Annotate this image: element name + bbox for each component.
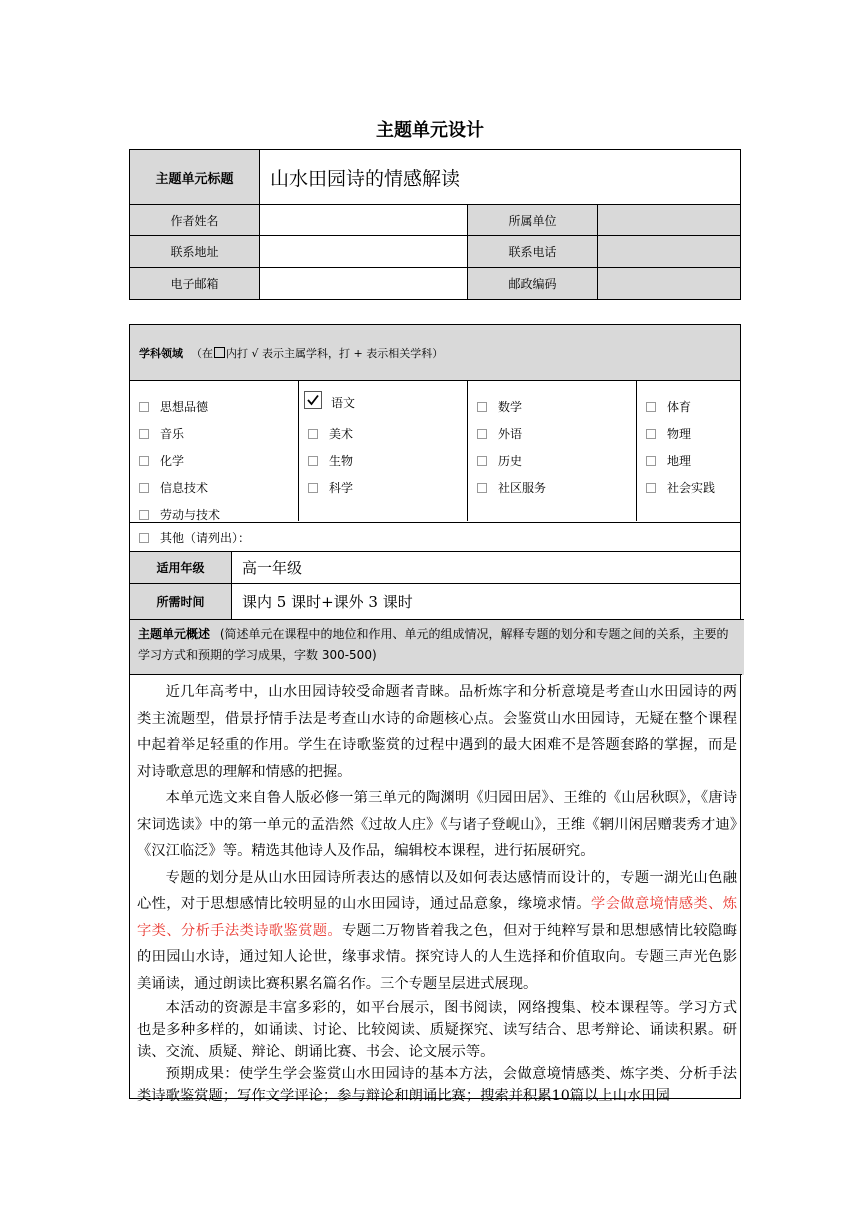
subject-option[interactable] <box>477 479 546 496</box>
overview-paragraph: 本活动的资源是丰富多彩的，如平台展示，图书阅读，网络搜集、校本课程等。学习方式也是多种多样的，如诵读、讨论、比较阅读、质疑探究、读写结合、思考辩论、诵读积累。研读、交流、质疑、辩论、朗诵比赛、书会、论文展示等。 <box>137 1000 737 1060</box>
subjects-column <box>468 381 637 521</box>
subject-label: 语文 <box>331 395 356 410</box>
checkbox-icon[interactable] <box>139 510 149 520</box>
page-title: 主题单元设计 <box>376 120 484 141</box>
subject-option[interactable] <box>139 506 220 523</box>
checkbox-icon[interactable] <box>646 483 656 493</box>
subject-option[interactable] <box>304 393 355 411</box>
checkbox-icon[interactable] <box>477 429 487 439</box>
subject-option[interactable] <box>139 452 184 469</box>
affiliation-label: 所属单位 <box>468 205 598 236</box>
subjects-column <box>637 381 740 521</box>
overview-paragraph <box>137 865 737 998</box>
overview-instruction: (简述单元在课程中的地位和作用、单元的组成情况，解释专题的划分和专题之间的关系，主要的学习方式和预期的学习成果，字数 300-500) <box>138 627 729 662</box>
checkbox-icon[interactable] <box>308 429 318 439</box>
checkbox-icon[interactable] <box>139 533 149 543</box>
subject-option[interactable] <box>477 398 522 415</box>
overview-paragraph: 近几年高考中，山水田园诗较受命题者青睐。品析炼字和分析意境是考查山水田园诗的两类主流题型，借景抒情手法是考查山水诗的命题核心点。会鉴赏山水田园诗，无疑在整个课程中起着举足轻重的作用。学生在诗歌鉴赏的过程中遇到的最大困难不是答题套路的掌握，而是对诗歌意思的理解和情感的把握。 <box>137 684 737 780</box>
address-label: 联系地址 <box>130 236 260 268</box>
subject-label: 地理 <box>667 454 692 468</box>
time-value: 课内 5 课时+课外 3 课时 <box>242 593 413 611</box>
subject-label: 化学 <box>160 454 185 468</box>
subject-option[interactable] <box>308 479 353 496</box>
subject-label: 社区服务 <box>498 481 547 495</box>
subjects-grid <box>130 381 740 523</box>
phone-field[interactable] <box>598 236 741 268</box>
subject-option[interactable] <box>646 425 691 442</box>
subject-option[interactable] <box>308 425 353 442</box>
unit-title-value: 山水田园诗的情感解读 <box>260 150 741 205</box>
subject-label: 美术 <box>329 427 354 441</box>
other-subjects[interactable] <box>139 529 250 546</box>
subject-option[interactable] <box>646 479 715 496</box>
subjects-column <box>130 381 299 521</box>
subjects-label: 学科领域 <box>139 346 183 360</box>
subject-option[interactable] <box>477 452 522 469</box>
subject-option[interactable] <box>308 452 353 469</box>
checkbox-icon[interactable] <box>477 456 487 466</box>
checkbox-icon[interactable] <box>646 456 656 466</box>
subject-label: 思想品德 <box>160 400 209 414</box>
checkbox-sample-icon <box>214 347 225 358</box>
highlighted-text: 学会做意境情感类、炼字类、分析手法类诗歌鉴赏题。 <box>137 896 738 939</box>
email-label: 电子邮箱 <box>130 268 260 300</box>
unit-details <box>129 324 741 1104</box>
checkbox-icon[interactable] <box>139 483 149 493</box>
grade-row <box>130 551 740 583</box>
checkbox-icon[interactable] <box>646 429 656 439</box>
subject-option[interactable] <box>646 398 691 415</box>
subject-option[interactable] <box>646 452 691 469</box>
checkbox-icon[interactable] <box>646 402 656 412</box>
time-row <box>130 583 740 619</box>
subject-label: 社会实践 <box>667 481 716 495</box>
subject-label: 生物 <box>329 454 354 468</box>
checkbox-icon[interactable] <box>477 483 487 493</box>
subject-label: 数学 <box>498 400 523 414</box>
subjects-instruction-before: （在 <box>191 346 213 360</box>
subjects-header <box>130 325 740 381</box>
subject-label: 外语 <box>498 427 523 441</box>
grade-label: 适用年级 <box>130 552 232 583</box>
subject-label: 音乐 <box>160 427 185 441</box>
checkbox-icon[interactable] <box>308 483 318 493</box>
subject-label: 历史 <box>498 454 523 468</box>
address-field[interactable] <box>260 236 468 268</box>
subject-option[interactable] <box>139 425 184 442</box>
checkbox-icon[interactable] <box>139 429 149 439</box>
author-label: 作者姓名 <box>130 205 260 236</box>
checkbox-icon[interactable] <box>477 402 487 412</box>
time-label: 所需时间 <box>130 584 232 619</box>
subject-label: 信息技术 <box>160 481 209 495</box>
subject-label: 体育 <box>667 400 692 414</box>
subject-label: 物理 <box>667 427 692 441</box>
unit-title-label: 主题单元标题 <box>130 150 260 205</box>
overview-body <box>130 674 742 1107</box>
checkbox-icon[interactable] <box>308 456 318 466</box>
checked-checkbox-icon[interactable] <box>304 391 322 409</box>
postcode-field[interactable] <box>598 268 741 300</box>
subject-option[interactable] <box>139 398 208 415</box>
phone-label: 联系电话 <box>468 236 598 268</box>
overview-paragraph: 本单元选文来自鲁人版必修一第三单元的陶渊明《归园田居》、王维的《山居秋暝》，《唐诗宋词选读》中的第一单元的孟浩然《过故人庄》《与诸子登岘山》，王维《辋川闲居赠裴秀才迪》《汉江临泛》等。精选其他诗人及作品，编辑校本课程，进行拓展研究。 <box>137 790 737 859</box>
grade-value: 高一年级 <box>242 559 303 577</box>
email-field[interactable] <box>260 268 468 300</box>
checkbox-icon[interactable] <box>139 456 149 466</box>
overview-label: 主题单元概述 <box>138 627 211 641</box>
subjects-instruction-after: 内打 √ 表示主属学科，打 + 表示相关学科） <box>226 346 444 360</box>
subject-option[interactable] <box>139 479 208 496</box>
subjects-column <box>299 381 468 521</box>
affiliation-field[interactable] <box>598 205 741 236</box>
paragraph-text: 专题的划分是从山水田园诗所表达的感情以及如何表达感情而设计的，专题一湖光山色融心性，对于思想感情比较明显的山水田园诗，通过品意象，缘境求情。 <box>137 869 737 912</box>
overview-header <box>130 619 744 675</box>
info-table <box>129 149 741 300</box>
postcode-label: 邮政编码 <box>468 268 598 300</box>
other-subjects-label: 其他（请列出）： <box>160 531 251 545</box>
paragraph-text: 专题二万物皆着我之色，但对于纯粹写景和思想感情比较隐晦的田园山水诗，通过知人论世，缘事求情。探究诗人的人生选择和价值取向。专题三声光色影美诵读，通过朗读比赛积累名篇名作。三个专题呈层进式展现。 <box>137 922 738 992</box>
subject-label: 劳动与技术 <box>160 508 221 522</box>
subject-option[interactable] <box>477 425 522 442</box>
checkbox-icon[interactable] <box>139 402 149 412</box>
overview-paragraph: 预期成果：使学生学会鉴赏山水田园诗的基本方法，会做意境情感类、炼字类、分析手法类诗歌鉴赏题；写作文学评论；参与辩论和朗诵比赛；搜索并积累10篇以上山水田园 <box>137 1066 737 1104</box>
author-field[interactable] <box>260 205 468 236</box>
subject-label: 科学 <box>329 481 354 495</box>
